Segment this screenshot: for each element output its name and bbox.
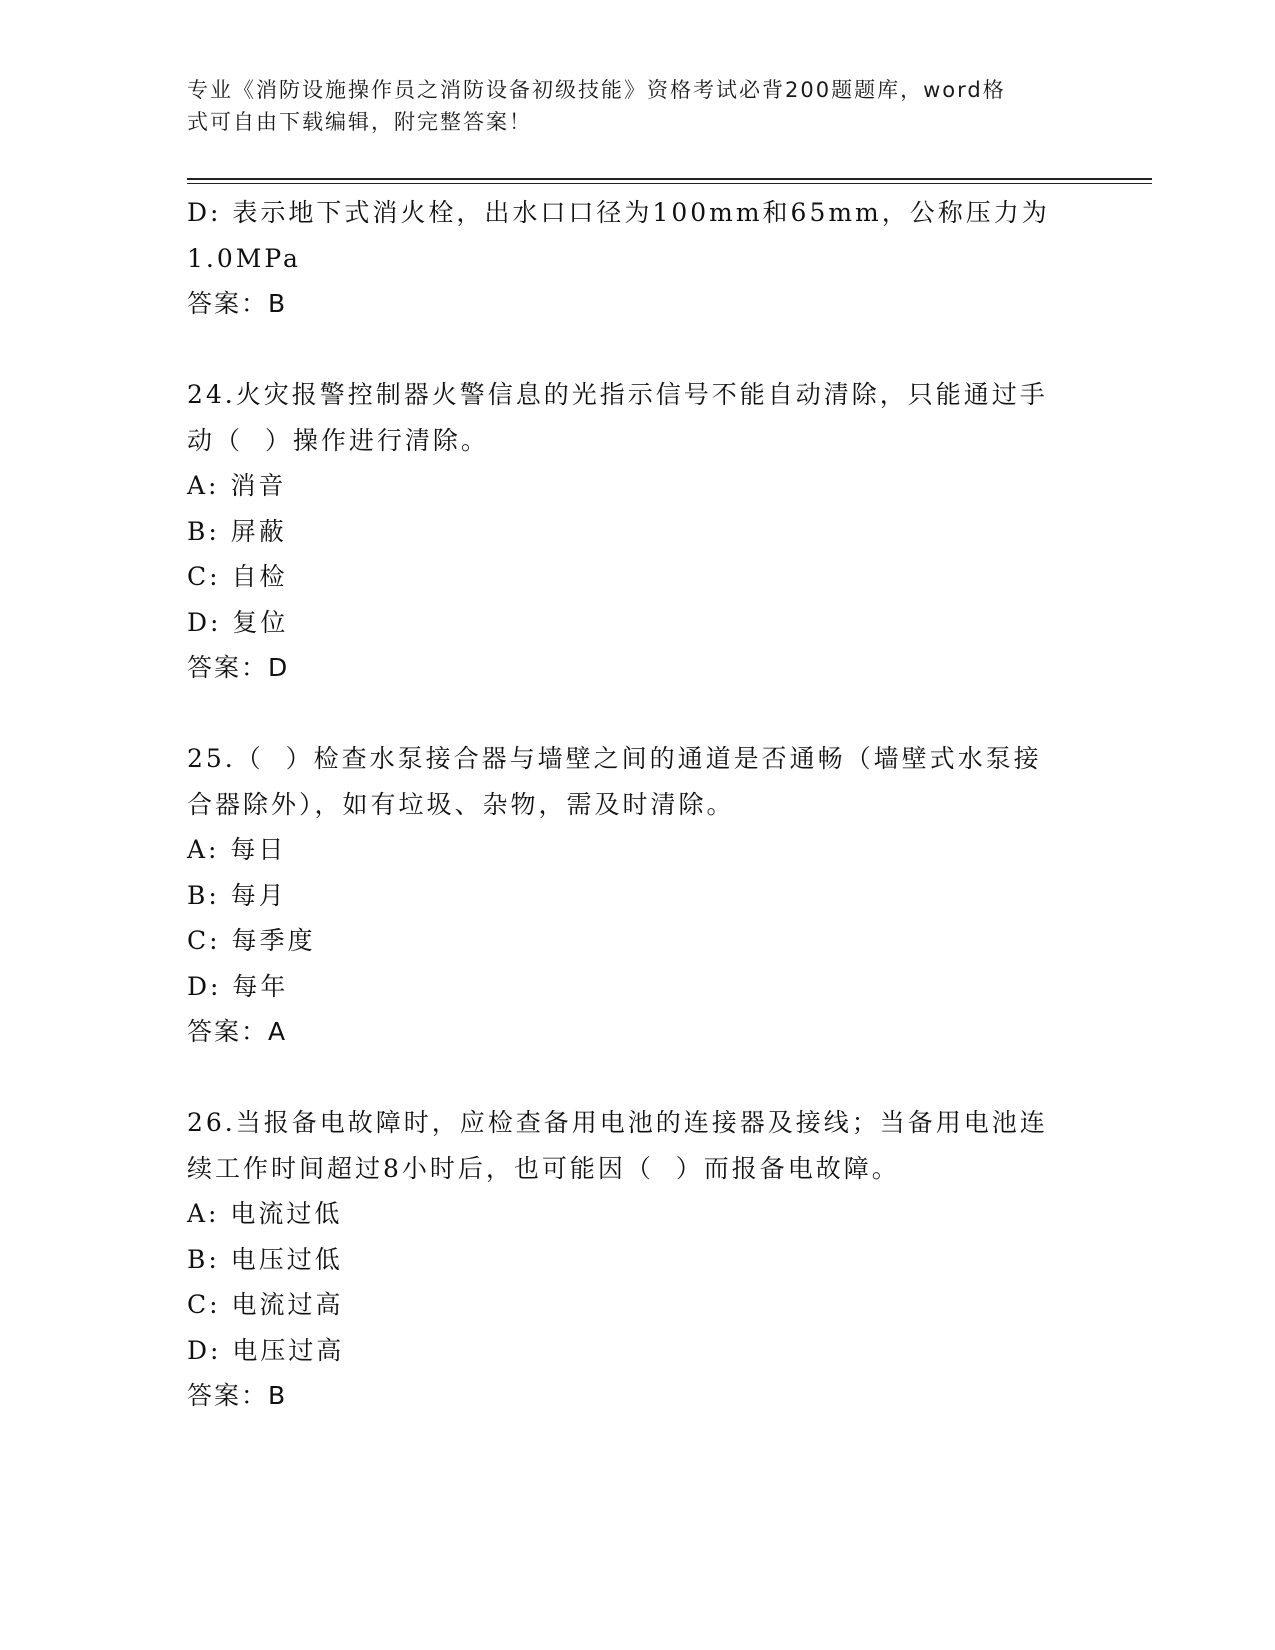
option-d-line-1: D: 表示地下式消火栓，出水口口径为100mm和65mm，公称压力为 <box>187 198 1050 227</box>
option-d-line-2: 1.0MPa <box>187 243 301 273</box>
question-content <box>187 190 1087 1419</box>
option-d: D: 每年 <box>187 971 289 1001</box>
header-divider-thick <box>187 178 1152 180</box>
previous-question-tail <box>187 190 1087 327</box>
answer-label: 答案：D <box>187 653 290 682</box>
option-d: D: 复位 <box>187 607 289 637</box>
question-stem-line-2: 动（ ）操作进行清除。 <box>187 425 489 455</box>
question-stem-line-2: 续工作时间超过8小时后，也可能因（ ）而报备电故障。 <box>187 1153 900 1183</box>
option-d: D: 电压过高 <box>187 1335 345 1365</box>
question-stem-line-2: 合器除外），如有垃圾、杂物，需及时清除。 <box>187 789 735 819</box>
question-25 <box>187 736 1087 1055</box>
spacer <box>187 691 1087 737</box>
option-a: A: 电流过低 <box>187 1199 343 1228</box>
header-title-line-1: 专业《消防设施操作员之消防设备初级技能》资格考试必背200题题库，word格 <box>187 78 1006 102</box>
answer-label: 答案：B <box>187 289 288 318</box>
option-a: A: 消音 <box>187 471 287 500</box>
answer-label: 答案：B <box>187 1381 288 1410</box>
option-a: A: 每日 <box>187 835 287 864</box>
question-stem-line-1: 24.火灾报警控制器火警信息的光指示信号不能自动清除，只能通过手 <box>187 380 1048 409</box>
option-b: B: 电压过低 <box>187 1244 343 1274</box>
option-c: C: 每季度 <box>187 926 316 955</box>
document-header <box>187 74 1067 138</box>
question-stem-line-1: 26.当报备电故障时，应检查备用电池的连接器及接线；当备用电池连 <box>187 1108 1048 1137</box>
option-b: B: 屏蔽 <box>187 516 287 546</box>
option-c: C: 电流过高 <box>187 1290 344 1319</box>
spacer <box>187 1055 1087 1101</box>
answer-label: 答案：A <box>187 1017 288 1046</box>
question-stem-line-1: 25.（ ）检查水泵接合器与墙壁之间的通道是否通畅（墙壁式水泵接 <box>187 744 1042 773</box>
header-title-line-2: 式可自由下载编辑，附完整答案！ <box>187 110 532 134</box>
question-26 <box>187 1100 1087 1419</box>
spacer <box>187 327 1087 373</box>
option-c: C: 自检 <box>187 562 288 591</box>
question-24 <box>187 372 1087 691</box>
option-b: B: 每月 <box>187 880 287 910</box>
header-divider-thin <box>187 183 1152 184</box>
